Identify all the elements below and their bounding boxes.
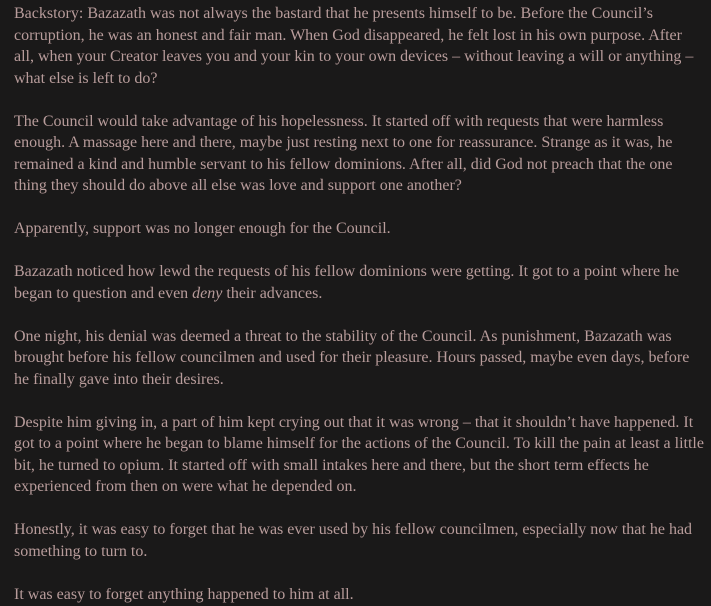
paragraph-easy-to-forget-used: Honestly, it was easy to forget that he was ever used by his fellow councilmen, especially now that he had something to turn to. [14,521,693,560]
paragraph-lewd-requests-end: their advances. [222,284,323,302]
paragraph-lewd-requests-start: Bazazath noticed how lewd the requests of his fellow dominions were getting. It got to a point where he began to question and even [14,263,680,302]
paragraph-backstory-intro: Backstory: Bazazath was not always the bastard that he presents himself to be. Before the Council’s corruption, he was an honest and fair man. When God disappeared, he felt lost in his own purpose. After all, when your Creator leaves you and your kin to your own devices – without leaving a will or anything – what else is left to do? [14,5,694,87]
paragraph-denial-punishment: One night, his denial was deemed a threat to the stability of the Council. As punishment, Bazazath was brought before his fellow councilmen and used for their pleasure. Hours passed, maybe even days, before he finally gave into their desires. [14,327,690,388]
paragraph-giving-in-opium: Despite him giving in, a part of him kept crying out that it was wrong – that it shouldn’t have happened. It got to a point where he began to blame himself for the actions of the Council. To kill the pain at least a little bit, he turned to opium. It started off with small intakes here and there, but the short term effects he experienced from then on were what he depended on. [14,413,704,495]
paragraph-council-advantage: The Council would take advantage of his hopelessness. It started off with requests that were harmless enough. A massage here and there, maybe just resting next to one for reassurance. Strange as it was, he remained a kind and humble servant to his fellow dominions. After all, did God not preach that the one thing they should do above all else was love and support one another? [14,112,673,194]
paragraph-lewd-requests [14,261,705,304]
paragraph-easy-to-forget-anything: It was easy to forget anything happened to him at all. [14,585,354,603]
paragraph-support-not-enough: Apparently, support was no longer enough for the Council. [14,220,391,237]
emphasis-deny: deny [192,284,223,302]
